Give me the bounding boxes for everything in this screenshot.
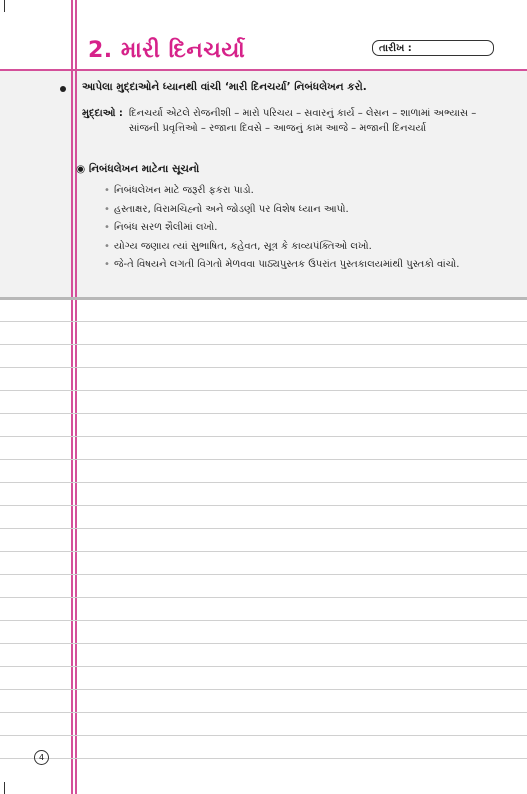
ruled-line [0,436,527,437]
guideline-item: • હસ્તાક્ષર, વિરામચિહ્નો અને જોડણી પર વિશેષ ધ્યાન આપો. [104,201,484,220]
header-rule [0,69,527,71]
ruled-line [0,459,527,460]
guideline-item: • નિબંધલેખન માટે જરૂરી ફકરા પાડો. [104,182,484,201]
section-divider [0,297,527,300]
guideline-item: • નિબંધ સરળ શૈલીમાં લખો. [104,219,484,238]
ruled-line [0,321,527,322]
instruction-text: આપેલા મુદ્દાઓને ધ્યાનથી વાંચી ‘મારી દિનચર્યા’ નિબંધલેખન કરો. [82,81,367,93]
ruled-line [0,712,527,713]
ruled-line [0,367,527,368]
ruled-line [0,551,527,552]
ruled-line [0,666,527,667]
topics-text: દિનચર્યા એટલે રોજનીશી – મારો પરિચય – સવારનું કાર્ય – લેસન – શાળામાં અભ્યાસ – સાંજની પ્રવૃત્તિઓ – રજાના દિવસે – આજનું કામ આજે – મજાની દિનચર્યા [128,108,477,134]
bullet-icon [60,86,66,92]
ruled-line [0,390,527,391]
ruled-line [0,574,527,575]
ruled-line [0,505,527,506]
guidelines-list [104,182,484,275]
ruled-line [0,735,527,736]
margin-line-left [71,0,73,794]
guideline-item: • જે-તે વિષયને લગતી વિગતો મેળવવા પાઠ્યપુસ્તક ઉપરાંત પુસ્તકાલયમાંથી પુસ્તકો વાંચો. [104,256,484,275]
guideline-item: • યોગ્ય જણાય ત્યાં સુભાષિત, કહેવત, સૂત્ર કે કાવ્યપંક્તિઓ લખો. [104,238,484,257]
page-title: 2. મારી દિનચર્યા [88,38,246,63]
topics-label: મુદ્દાઓ : [82,108,123,119]
ruled-line [0,528,527,529]
crop-mark-top-left [4,0,5,12]
ruled-line [0,643,527,644]
ruled-line [0,344,527,345]
margin-line-right [75,0,77,794]
ruled-line [0,758,527,759]
crop-mark-bottom-left [4,782,5,794]
date-label: તારીખ : [379,43,412,54]
ruled-line [0,413,527,414]
topics-block [82,106,482,136]
guidelines-heading: ◉ નિબંધલેખન માટેના સૂચનો [76,163,200,175]
date-field[interactable] [372,40,494,56]
page-number: 4 [34,750,49,765]
ruled-line [0,597,527,598]
ruled-line [0,620,527,621]
ruled-line [0,689,527,690]
ruled-line [0,482,527,483]
